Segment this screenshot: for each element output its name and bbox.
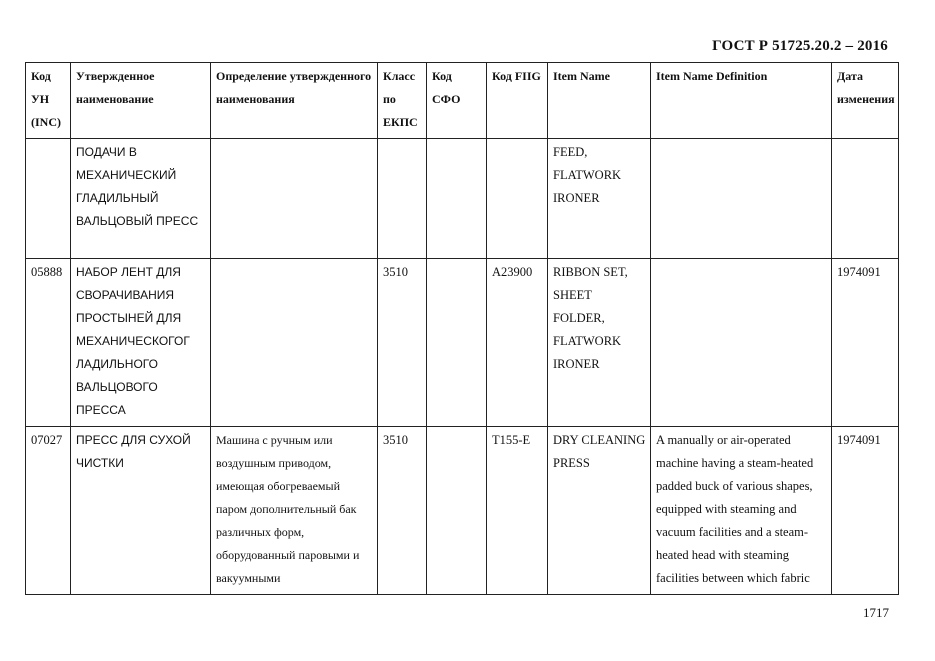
cell-inc: 05888 xyxy=(26,259,71,427)
col-header-item-def: Item Name Definition xyxy=(651,63,832,139)
col-header-class: Класс по ЕКПС xyxy=(378,63,427,139)
table-row xyxy=(26,427,899,595)
cell-date: 1974091 xyxy=(832,259,899,427)
col-header-inc: Код УН (INC) xyxy=(26,63,71,139)
col-header-item-name: Item Name xyxy=(548,63,651,139)
cell-item-def: A manually or air-operated machine having a steam-heated padded buck of various shapes, equipped with steaming and vacuum facilities and a steam-heated head with steaming facilities between which fabric xyxy=(651,427,832,595)
cell-class xyxy=(378,139,427,259)
cell-date xyxy=(832,139,899,259)
col-header-date: Дата изменения xyxy=(832,63,899,139)
cell-item-def xyxy=(651,259,832,427)
table-header-row xyxy=(26,63,899,139)
cell-approved-name: НАБОР ЛЕНТ ДЛЯ СВОРАЧИВАНИЯ ПРОСТЫНЕЙ ДЛЯ МЕХАНИЧЕСКОГОГ ЛАДИЛЬНОГО ВАЛЬЦОВОГО ПРЕССА xyxy=(71,259,211,427)
page-number: 1717 xyxy=(863,605,889,620)
cell-fiig xyxy=(487,139,548,259)
cell-item-name: FEED, FLATWORK IRONER xyxy=(548,139,651,259)
cell-definition: Машина с ручным или воздушным приводом, имеющая обогреваемый паром дополнительный бак различных форм, оборудованный паровыми и вакуумными xyxy=(211,427,378,595)
col-header-sfo: Код СФО xyxy=(427,63,487,139)
cell-date: 1974091 xyxy=(832,427,899,595)
col-header-approved-name: Утвержденное наименование xyxy=(71,63,211,139)
cell-class: 3510 xyxy=(378,427,427,595)
cell-sfo xyxy=(427,427,487,595)
gost-table xyxy=(25,62,899,595)
cell-sfo xyxy=(427,259,487,427)
cell-fiig: A23900 xyxy=(487,259,548,427)
cell-class: 3510 xyxy=(378,259,427,427)
col-header-fiig: Код FIIG xyxy=(487,63,548,139)
col-header-definition: Определение утвержденного наименования xyxy=(211,63,378,139)
cell-inc xyxy=(26,139,71,259)
cell-item-name: RIBBON SET, SHEET FOLDER, FLATWORK IRONER xyxy=(548,259,651,427)
cell-approved-name: ПРЕСС ДЛЯ СУХОЙ ЧИСТКИ xyxy=(71,427,211,595)
cell-item-name: DRY CLEANING PRESS xyxy=(548,427,651,595)
cell-definition xyxy=(211,139,378,259)
cell-sfo xyxy=(427,139,487,259)
cell-definition xyxy=(211,259,378,427)
cell-item-def xyxy=(651,139,832,259)
table-row xyxy=(26,259,899,427)
table-row xyxy=(26,139,899,259)
cell-inc: 07027 xyxy=(26,427,71,595)
cell-approved-name: ПОДАЧИ В МЕХАНИЧЕСКИЙ ГЛАДИЛЬНЫЙ ВАЛЬЦОВЫЙ ПРЕСС xyxy=(71,139,211,259)
document-header: ГОСТ Р 51725.20.2 – 2016 xyxy=(712,38,888,54)
cell-fiig: T155-E xyxy=(487,427,548,595)
